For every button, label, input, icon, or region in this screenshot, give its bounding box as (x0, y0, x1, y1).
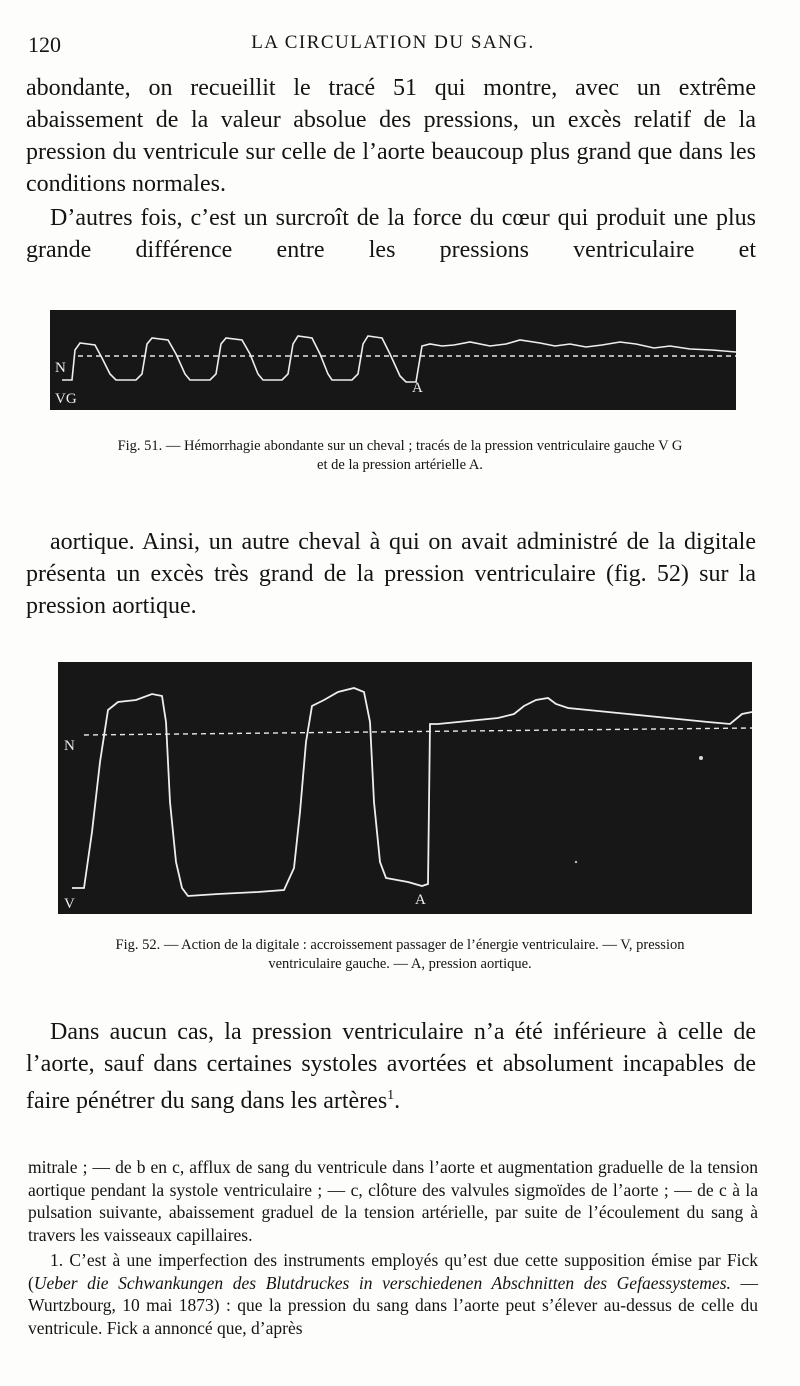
figure-51-caption-line-2: et de la pression artérielle A. (317, 457, 483, 473)
figure-51-caption (40, 437, 760, 475)
label-a: A (415, 892, 426, 908)
page-number: 120 (28, 32, 61, 57)
label-n: N (55, 360, 66, 376)
footnote-1-text: 1. C’est à une imperfection des instruments employés qu’est due cette supposition émise par Fick ( (28, 1250, 758, 1293)
figure-52-caption-line-2: ventriculaire gauche. — A, pression aortique. (268, 956, 532, 972)
figure-52-caption (40, 936, 760, 974)
figure-52-tracing (58, 662, 752, 914)
paragraph-4-text: Dans aucun cas, la pression ventriculaire n’a été inférieure à celle de l’aorte, sauf dans certaines systoles avortées et absolument incapables de faire pénétrer du sang dans les artères (26, 1019, 756, 1114)
footnote-1 (28, 1249, 758, 1339)
figure-51-caption-line-1: Fig. 51. — Hémorrhagie abondante sur un cheval ; tracés de la pression ventriculaire gauche V G (117, 438, 683, 454)
speck (699, 756, 703, 760)
paragraph-4 (26, 1016, 756, 1117)
footnote-reference[interactable]: 1 (387, 1088, 395, 1103)
paragraph-1: abondante, on recueillit le tracé 51 qui montre, avec un extrême abaissement de la valeur absolue des pressions, un excès relatif de la pression du ventricule sur celle de l’aorte beaucoup plus grand que dans les conditions normales. (26, 75, 756, 197)
label-a: A (412, 380, 423, 396)
footnote-1-cited-title: Ueber die Schwankungen des Blutdruckes in verschiedenen Abschnitten des Gefaessystemes. (33, 1272, 731, 1293)
ventricular-trace (62, 336, 736, 382)
page-header (28, 32, 758, 62)
label-vg: VG (55, 391, 77, 407)
figure-51-plate (50, 310, 736, 410)
label-v: V (64, 896, 75, 912)
figure-52-plate (58, 662, 752, 914)
paragraph-3: aortique. Ainsi, un autre cheval à qui on avait administré de la digitale présenta un excès très grand de la pression ventriculaire (fig. 52) sur la pression aortique. (26, 529, 756, 619)
ventricular-trace (72, 688, 752, 896)
paragraph-2: D’autres fois, c’est un surcroît de la force du cœur qui produit une plus grande différence entre les pressions ventriculaire et (26, 205, 756, 263)
figure-52-caption-line-1: Fig. 52. — Action de la digitale : accroissement passager de l’énergie ventriculaire. — V, pression (115, 937, 685, 953)
footnote-continuation: mitrale ; — de b en c, afflux de sang du ventricule dans l’aorte et augmentation graduelle de la tension aortique pendant la systole ventriculaire ; — c, clôture des valvules sigmoïdes de l’aorte ; — de c à la pulsation suivante, abaissement graduel de la tension artérielle, par suite de l’écoulement du sang à travers les vaisseaux capillaires. (28, 1157, 758, 1245)
label-n: N (64, 738, 75, 754)
paragraph-4-end: . (394, 1088, 401, 1114)
figure-51-tracing (50, 310, 736, 410)
running-title: LA CIRCULATION DU SANG. (251, 32, 535, 53)
footnote-1-text-end: — Wurtzbourg, 10 mai 1873) : que la pression du sang dans l’aorte peut s’élever au-dessus de celle du ventricule. Fick a annoncé que, d’après (28, 1272, 759, 1338)
speck (575, 861, 577, 863)
baseline-n (84, 728, 752, 735)
